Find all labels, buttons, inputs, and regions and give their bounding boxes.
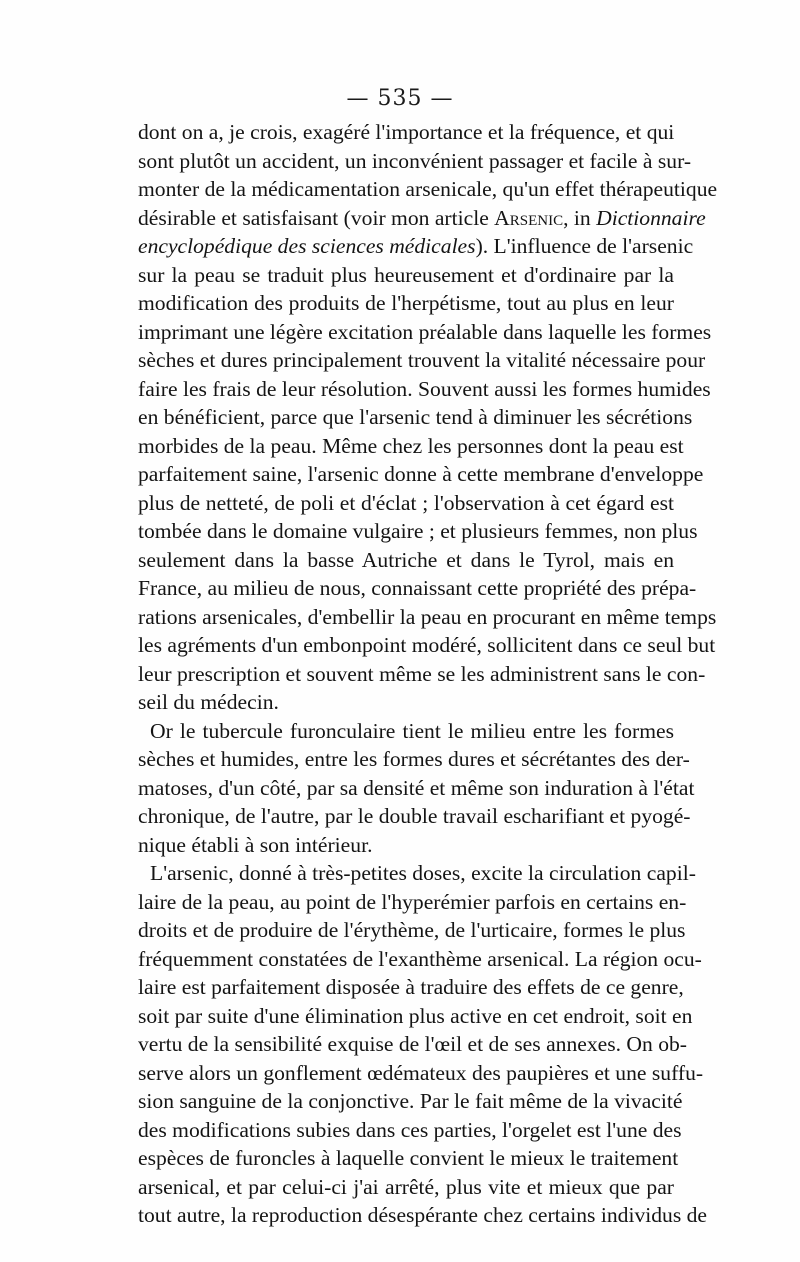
text-line: faire les frais de leur résolution. Souvent aussi les formes humides: [138, 376, 711, 401]
italic-title: encyclopédique des sciences médicales: [138, 234, 476, 258]
text-line: plus de netteté, de poli et d'éclat ; l'observation à cet égard est: [138, 490, 674, 515]
text-line: imprimant une légère excitation préalable dans laquelle les formes: [138, 319, 712, 344]
text-line: encyclopédique des sciences médicales). L'influence de l'arsenic: [138, 234, 694, 258]
text-line: serve alors un gonflement œdémateux des paupières et une suffu-: [138, 1060, 704, 1085]
body-text: [138, 118, 718, 1230]
text-line: sur la peau se traduit plus heureusement et d'ordinaire par la: [138, 262, 674, 287]
text-line: des modifications subies dans ces parties, l'orgelet est l'une des: [138, 1117, 682, 1142]
paragraph-2: [138, 717, 695, 860]
paragraph-1: [138, 118, 718, 717]
text-line: laire est parfaitement disposée à traduire des effets de ce genre,: [138, 975, 684, 999]
text-line: parfaitement saine, l'arsenic donne à cette membrane d'enveloppe: [138, 462, 704, 486]
text-line: tout autre, la reproduction désespérante chez certains individus de: [138, 1203, 708, 1227]
text-line: droits et de produire de l'érythème, de l'urticaire, formes le plus: [138, 918, 686, 942]
text-line: arsenical, et par celui-ci j'ai arrêté, plus vite et mieux que par: [138, 1174, 674, 1199]
text-line: sèches et humides, entre les formes dures et sécrétantes des der-: [138, 747, 690, 771]
text-line: nique établi à son intérieur.: [138, 832, 373, 857]
text-line: monter de la médicamentation arsenicale, qu'un effet thérapeutique: [138, 177, 718, 201]
text-line: modification des produits de l'herpétisme, tout au plus en leur: [138, 291, 674, 315]
text-line: chronique, de l'autre, par le double travail escharifiant et pyogé-: [138, 804, 691, 828]
text-line: seil du médecin.: [138, 690, 279, 714]
text-line: laire de la peau, au point de l'hyperémier parfois en certains en-: [138, 889, 687, 914]
text-line: France, au milieu de nous, connaissant cette propriété des prépa-: [138, 576, 697, 600]
text-line: les agréments d'un embonpoint modéré, sollicitent dans ce seul but: [138, 633, 716, 657]
paragraph-3: [138, 859, 708, 1230]
page-number: — 535 —: [346, 86, 454, 111]
text-line: sèches et dures principalement trouvent la vitalité nécessaire pour: [138, 348, 706, 372]
text-line: sont plutôt un accident, un inconvénient passager et facile à sur-: [138, 148, 692, 173]
text-line: seulement dans la basse Autriche et dans le Tyrol, mais en: [138, 547, 674, 572]
text-line: dont on a, je crois, exagéré l'importance et la fréquence, et qui: [138, 120, 675, 144]
text-line: soit par suite d'une élimination plus active en cet endroit, soit en: [138, 1003, 693, 1028]
text-line: en bénéficient, parce que l'arsenic tend à diminuer les sécrétions: [138, 405, 693, 429]
text-line: désirable et satisfaisant (voir mon article Arsenic, in Dictionnaire: [138, 205, 706, 230]
small-caps-term: Arsenic: [494, 205, 564, 230]
text-line: vertu de la sensibilité exquise de l'œil et de ses annexes. On ob-: [138, 1032, 687, 1056]
text-line: Or le tubercule furonculaire tient le milieu entre les formes: [150, 718, 674, 743]
text-line: tombée dans le domaine vulgaire ; et plusieurs femmes, non plus: [138, 519, 698, 543]
text-line: leur prescription et souvent même se les administrent sans le con-: [138, 661, 706, 686]
text-line: fréquemment constatées de l'exanthème arsenical. La région ocu-: [138, 946, 702, 971]
text-line: sion sanguine de la conjonctive. Par le fait même de la vivacité: [138, 1089, 683, 1113]
text-line: L'arsenic, donné à très-petites doses, excite la circulation capil-: [150, 861, 696, 885]
text-line: morbides de la peau. Même chez les personnes dont la peau est: [138, 433, 684, 458]
text-line: espèces de furoncles à laquelle convient le mieux le traitement: [138, 1146, 679, 1170]
text-line: matoses, d'un côté, par sa densité et même son induration à l'état: [138, 775, 695, 800]
text-line: rations arsenicales, d'embellir la peau en procurant en même temps: [138, 604, 717, 629]
italic-title: Dictionnaire: [596, 205, 706, 230]
